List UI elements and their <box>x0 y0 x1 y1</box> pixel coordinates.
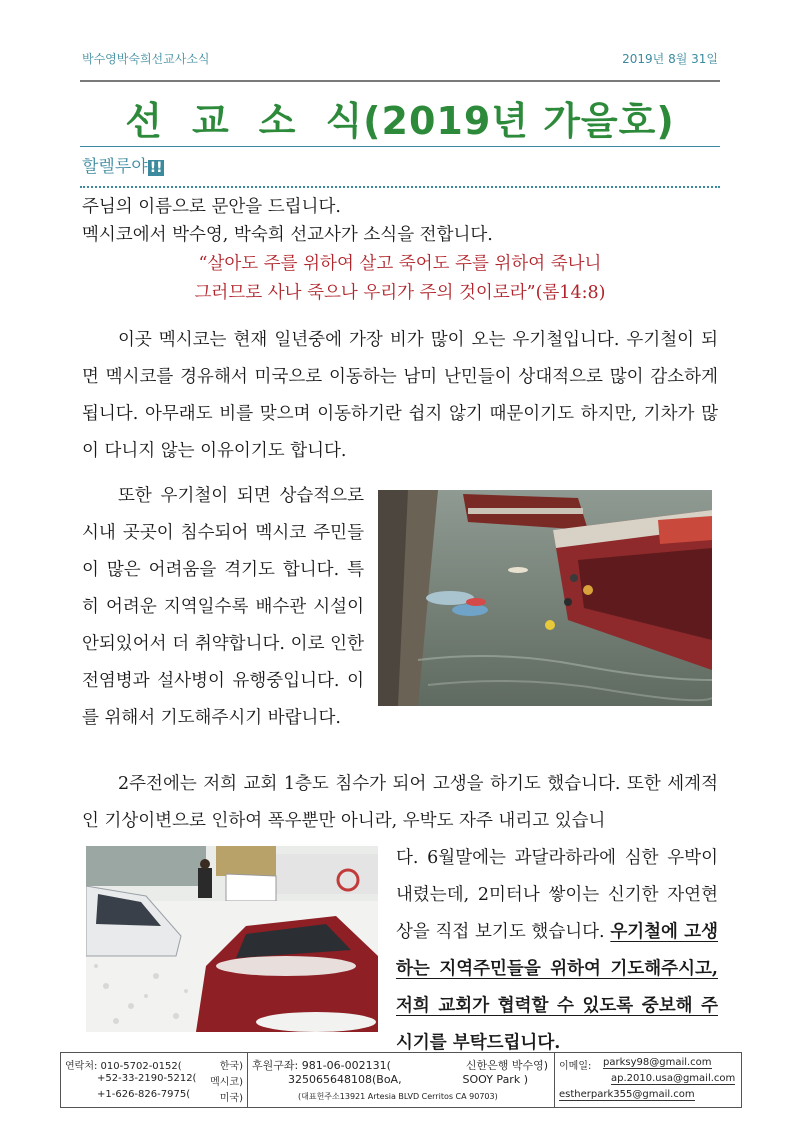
verse-line-2: 그러므로 사나 죽으나 우리가 주의 것이로라”(롬14:8) <box>194 283 606 303</box>
dotted-divider <box>80 186 720 188</box>
email-label: 이메일: <box>559 1061 592 1072</box>
paragraph-rainy-season: 이곳 멕시코는 현재 일년중에 가장 비가 많이 오는 우기철입니다. 우기철이 되면 멕시코를 경유해서 미국으로 이동하는 남미 난민들이 상대적으로 많이 감소하게 됩니다. 아무래도 비를 맞으며 이동하기란 쉽지 않기 때문이기도 하지만, 기차가 많이 다니지 않는 이유이기도 합니다. <box>82 330 718 461</box>
verse-line-1: “살아도 주를 위하여 살고 죽어도 주를 위하여 죽나니 <box>198 254 602 274</box>
greeting-line-1: 주님의 이름으로 문안을 드립니다. <box>82 197 341 217</box>
phone-country-mexico: 멕시코) <box>210 1077 243 1088</box>
hallelujah-text: 할렐루야 <box>82 157 148 177</box>
phone-korea: 010-5702-0152( <box>100 1061 182 1072</box>
contact-label: 연락처: <box>65 1061 98 1072</box>
flood-photo <box>378 490 712 706</box>
mailing-address: (대표헌주소13921 Artesia BLVD Cerritos CA 90703) <box>298 1092 498 1101</box>
email-2[interactable]: ap.2010.usa@gmail.com <box>611 1073 736 1084</box>
title-char-1: 선 <box>125 99 192 143</box>
bank-boa: SOOY Park ) <box>462 1073 528 1086</box>
account-boa: 325065648108(BoA, <box>288 1073 402 1086</box>
phone-line-1 <box>65 1057 182 1072</box>
issue-date: 2019년 8월 31일 <box>622 52 718 66</box>
phone-usa: +1-626-826-7975( <box>97 1089 191 1100</box>
contact-phones <box>61 1053 248 1107</box>
paragraph-hail: 2주전에는 저희 교회 1층도 침수가 되어 고생을 하기도 했습니다. 또한 세계적인 기상이변으로 인하여 폭우뿐만 아니라, 우박도 자주 내리고 있습니 <box>82 774 718 831</box>
donation-accounts <box>248 1053 555 1107</box>
title-divider <box>80 146 720 147</box>
newsletter-name: 박수영박숙희선교사소식 <box>82 52 210 66</box>
title-char-2: 교 <box>192 99 259 143</box>
header-divider <box>80 80 720 82</box>
paragraph-hail-continued <box>396 840 718 1062</box>
email-1[interactable]: parksy98@gmail.com <box>603 1057 712 1068</box>
phone-country-usa: 미국) <box>219 1093 243 1104</box>
hallelujah-mark: !! <box>149 160 163 176</box>
email-contacts <box>555 1053 741 1107</box>
email-3[interactable]: estherpark355@gmail.com <box>559 1089 695 1100</box>
greeting-line-2: 멕시코에서 박수영, 박숙희 선교사가 소식을 전합니다. <box>82 225 493 245</box>
paragraph-hail-text: 다. 6월말에는 과달라하라에 심한 우박이 내렸는데, 2미터나 쌓이는 신기한 자연현상을 직접 보기도 했습니다. <box>396 848 718 942</box>
prayer-request: 우기철에 고생하는 지역주민들을 위하여 기도해주시고, 저희 교회가 협력할 수 있도록 중보해 주시기를 부탁드립니다. <box>396 922 718 1053</box>
page-title <box>80 90 720 145</box>
hail-photo <box>86 846 378 1032</box>
phone-country-korea: 한국) <box>219 1061 243 1072</box>
bank-shinhan: 신한은행 박수영) <box>465 1059 548 1072</box>
paragraph-flooding: 또한 우기철이 되면 상습적으로 시내 곳곳이 침수되어 멕시코 주민들이 많은 어려움을 격기도 합니다. 특히 어려운 지역일수록 배수관 시설이 안되있어서 더 취약합니다. 이로 인한 전염병과 설사병이 유행중입니다. 이를 위해서 기도해주시기 바랍니다. <box>82 486 364 728</box>
account-shinhan: 후원구좌: 981-06-002131( <box>252 1059 391 1072</box>
contact-footer <box>60 1052 742 1108</box>
hallelujah-heading <box>82 152 164 177</box>
phone-mexico: +52-33-2190-5212( <box>97 1073 197 1084</box>
title-rest: 식(2019년 가을호) <box>325 99 675 143</box>
title-char-3: 소 <box>258 99 326 143</box>
